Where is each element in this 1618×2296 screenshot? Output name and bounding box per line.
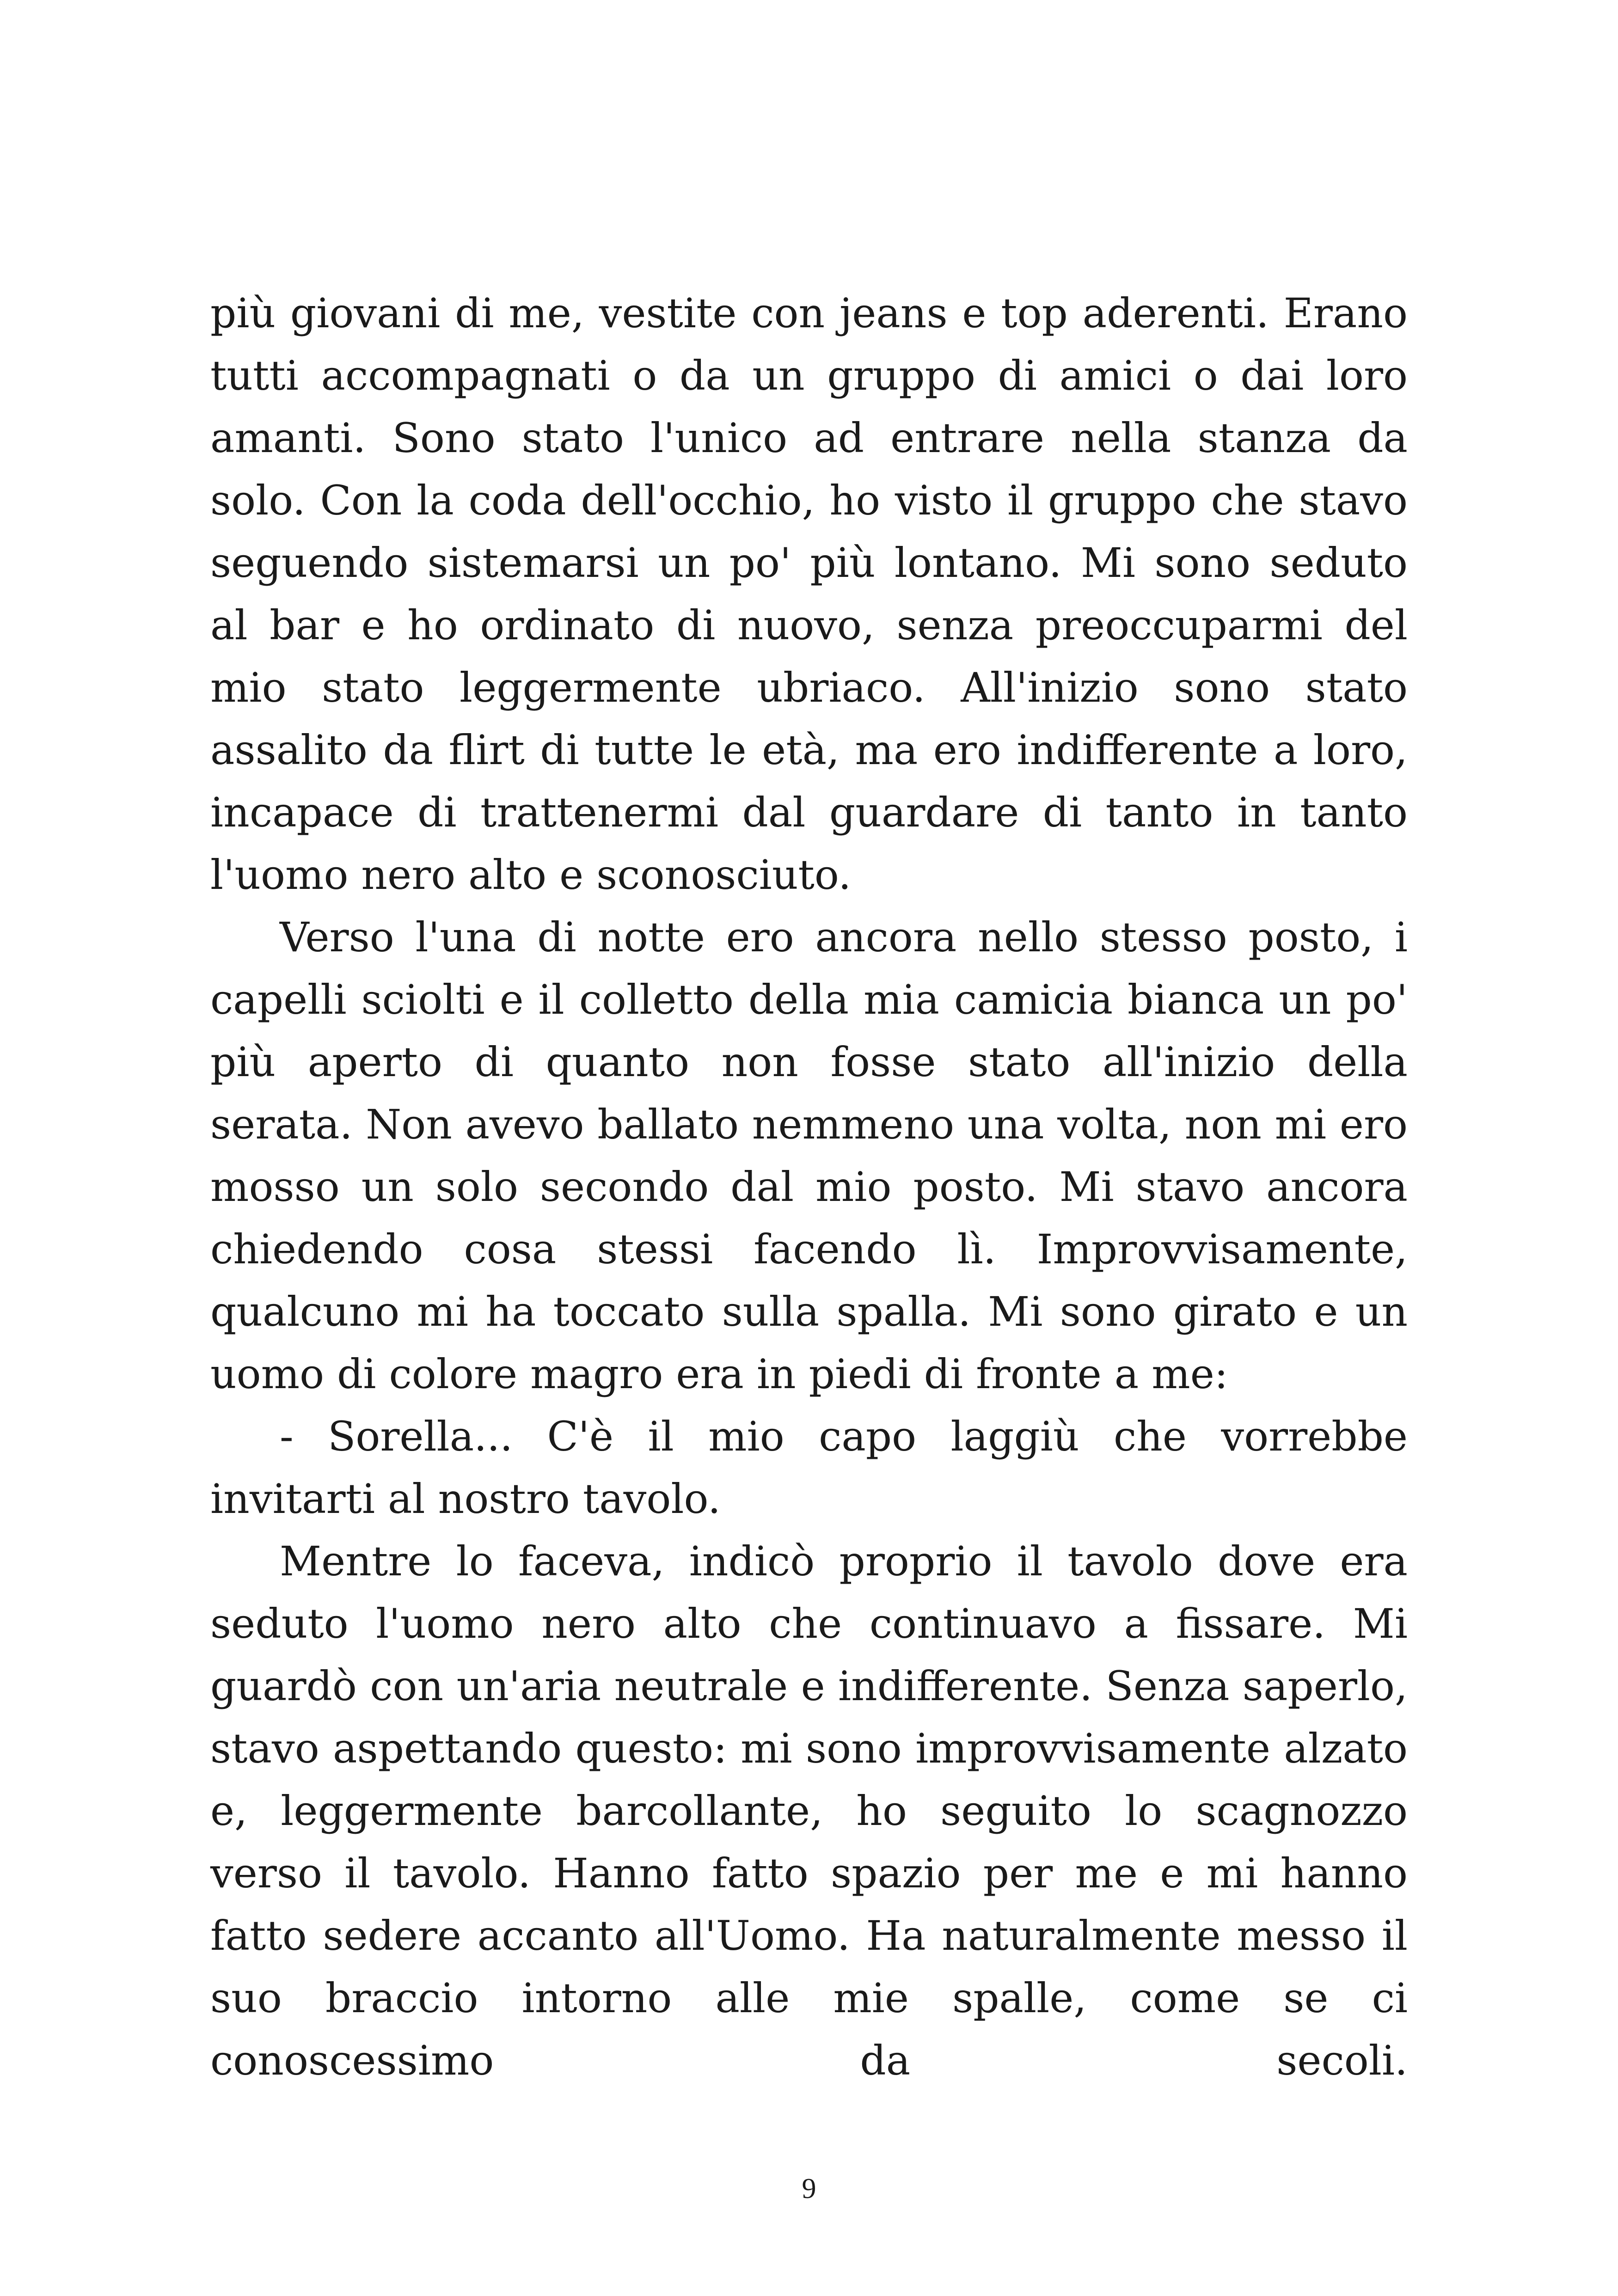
paragraph-2: Verso l'una di notte ero ancora nello stesso posto, i capelli sciolti e il colletto della mia camicia bianca un po' più aperto di quanto non fosse stato all'inizio della serata. Non avevo ballato nemmeno una volta, non mi ero mosso un solo secondo dal mio posto. Mi stavo ancora chiedendo cosa stessi facendo lì. Improvvisamente, qualcuno mi ha toccato sulla spalla. Mi sono girato e un uomo di colore magro era in piedi di fronte a me: [210, 913, 1408, 1398]
paragraph-1: più giovani di me, vestite con jeans e top aderenti. Erano tutti accompagnati o da un gruppo di amici o dai loro amanti. Sono stato l'unico ad entrare nella stanza da solo. Con la coda dell'occhio, ho visto il gruppo che stavo seguendo sistemarsi un po' più lontano. Mi sono seduto al bar e ho ordinato di nuovo, senza preoccuparmi del mio stato leggermente ubriaco. All'inizio sono stato assalito da flirt di tutte le età, ma ero indifferente a loro, incapace di trattenermi dal guardare di tanto in tanto l'uomo nero alto e sconosciuto. [210, 289, 1408, 899]
paragraph-3: - Sorella... C'è il mio capo laggiù che vorrebbe invitarti al nostro tavolo. [210, 1413, 1408, 1523]
paragraph-4: Mentre lo faceva, indicò proprio il tavolo dove era seduto l'uomo nero alto che continuavo a fissare. Mi guardò con un'aria neutrale e indifferente. Senza saperlo, stavo aspettando questo: mi sono improvvisamente alzato e, leggermente barcollante, ho seguito lo scagnozzo verso il tavolo. Hanno fatto spazio per me e mi hanno fatto sedere accanto all'Uomo. Ha naturalmente messo il suo braccio intorno alle mie spalle, come se ci conoscessimo da secoli. [210, 1537, 1408, 2084]
body-text [210, 282, 1408, 2092]
page-number: 9 [802, 2173, 816, 2204]
